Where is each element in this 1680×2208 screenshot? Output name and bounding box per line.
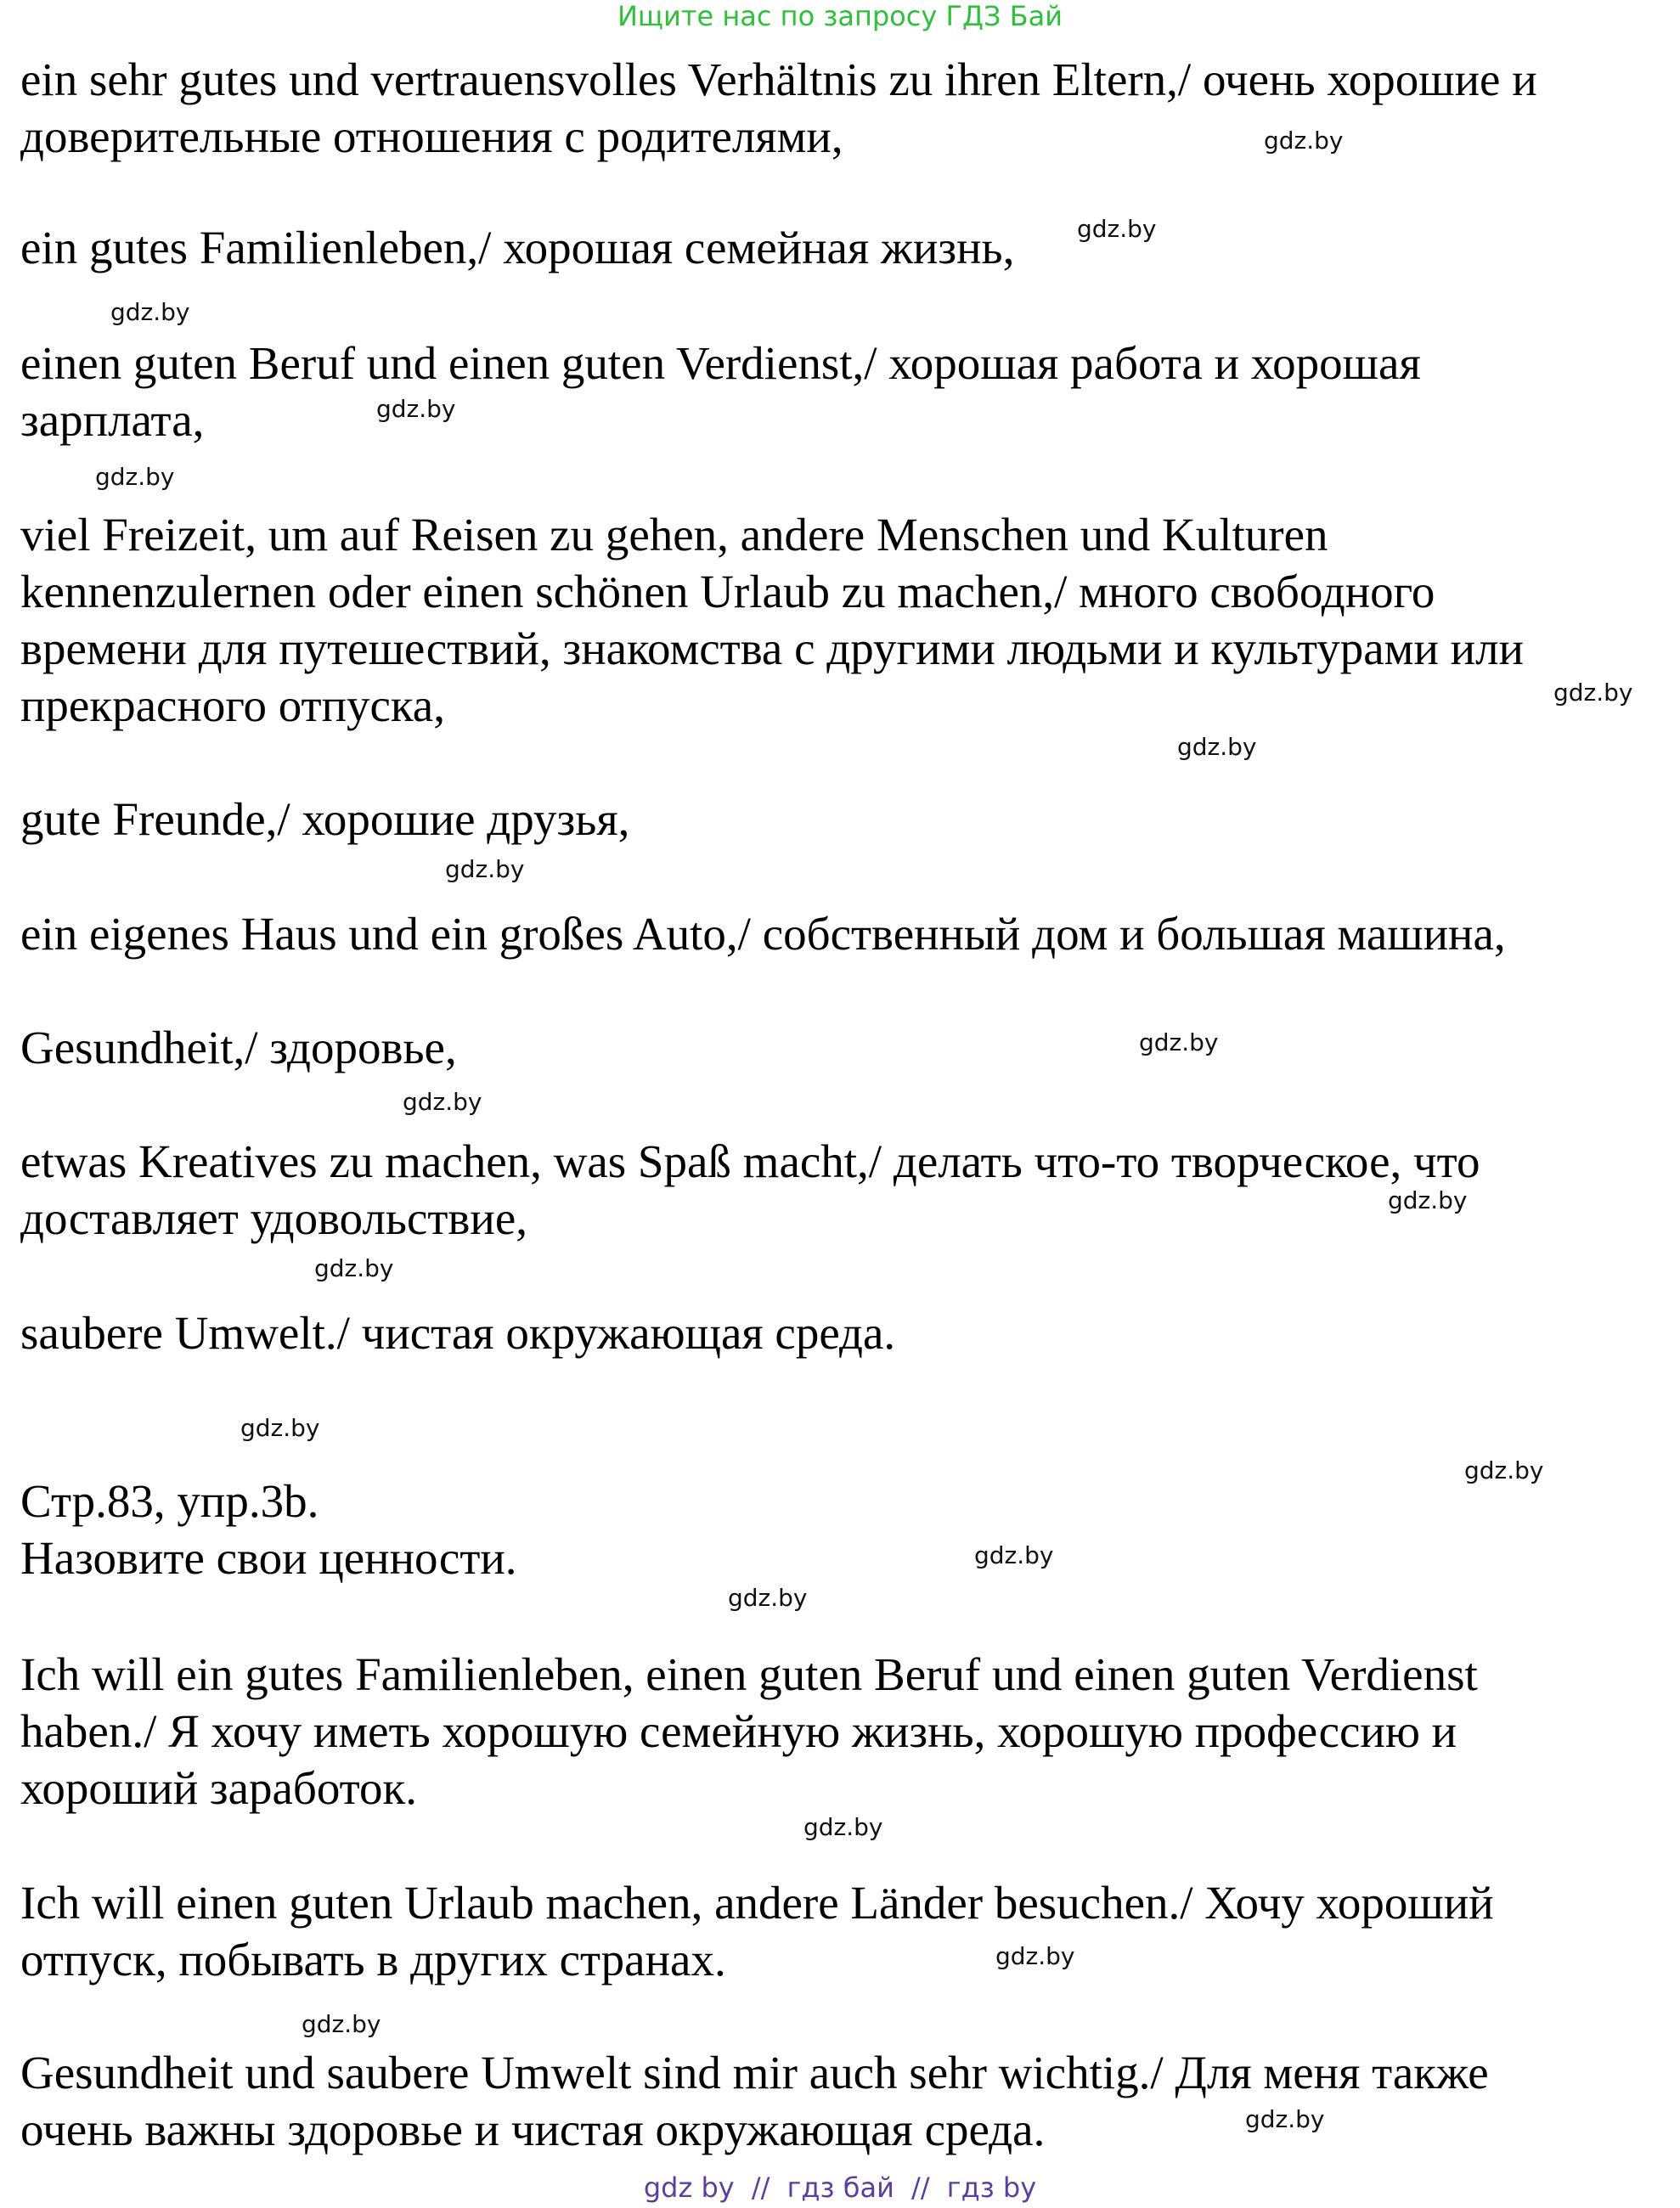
watermark: gdz.by xyxy=(1177,733,1257,761)
footer-separator: // xyxy=(911,2171,930,2204)
value-item: etwas Kreatives zu machen, was Spaß macht,/ делать что-то творческое, что доставляет удовольствие, xyxy=(20,1135,1480,1244)
watermark: gdz.by xyxy=(1245,2105,1325,2133)
watermark: gdz.by xyxy=(376,395,456,423)
watermark: gdz.by xyxy=(1464,1456,1544,1484)
footer-link-gdz-by[interactable]: gdz by xyxy=(643,2171,735,2204)
watermark: gdz.by xyxy=(995,1942,1075,1970)
watermark: gdz.by xyxy=(1388,1186,1468,1214)
footer-link-gdz-bai[interactable]: гдз бай xyxy=(786,2171,894,2204)
value-item: ein gutes Familienleben,/ хорошая семейная жизнь, xyxy=(20,222,1015,273)
watermark: gdz.by xyxy=(302,2010,381,2038)
watermark: gdz.by xyxy=(728,1584,808,1612)
watermark: gdz.by xyxy=(445,855,525,883)
watermark: gdz.by xyxy=(240,1414,320,1442)
value-item: saubere Umwelt./ чистая окружающая среда. xyxy=(20,1307,896,1359)
footer-link-gdz-by-cyr[interactable]: гдз by xyxy=(946,2171,1037,2204)
footer xyxy=(0,2171,1680,2205)
value-item: gute Freunde,/ хорошие друзья, xyxy=(20,793,630,845)
watermark: gdz.by xyxy=(1139,1028,1219,1056)
watermark: gdz.by xyxy=(403,1088,482,1116)
value-item: Gesundheit,/ здоровье, xyxy=(20,1022,457,1073)
watermark: gdz.by xyxy=(1553,679,1633,707)
watermark: gdz.by xyxy=(1077,215,1157,243)
watermark: gdz.by xyxy=(1264,127,1344,155)
watermark: gdz.by xyxy=(110,298,190,326)
answer-item: Gesundheit und saubere Umwelt sind mir auch sehr wichtig./ Для меня также очень важны здоровье и чистая окружающая среда. xyxy=(20,2047,1489,2155)
exercise-reference: Стр.83, упр.3b. xyxy=(20,1475,319,1527)
watermark: gdz.by xyxy=(974,1541,1054,1569)
value-item: viel Freizeit, um auf Reisen zu gehen, andere Menschen und Kulturen kennenzulernen oder einen schönen Urlaub zu machen,/ много свободного времени для путешествий, знакомства с другими людьми и культурами или прекрасного отпуска, xyxy=(20,509,1524,731)
value-item: einen guten Beruf und einen guten Verdienst,/ хорошая работа и хорошая зарплата, xyxy=(20,337,1421,446)
answer-item: Ich will ein gutes Familienleben, einen guten Beruf und einen guten Verdienst haben./ Я хочу иметь хорошую семейную жизнь, хорошую профессию и хороший заработок. xyxy=(20,1648,1478,1814)
footer-separator: // xyxy=(751,2171,770,2204)
watermark: gdz.by xyxy=(314,1254,394,1282)
answer-item: Ich will einen guten Urlaub machen, andere Länder besuchen./ Хочу хороший отпуск, побывать в других странах. xyxy=(20,1877,1494,1986)
value-item: ein sehr gutes und vertrauensvolles Verhältnis zu ihren Eltern,/ очень хорошие и доверительные отношения с родителями, xyxy=(20,54,1537,162)
watermark: gdz.by xyxy=(803,1813,883,1841)
value-item: ein eigenes Haus und ein großes Auto,/ собственный дом и большая машина, xyxy=(20,908,1506,960)
exercise-heading xyxy=(20,1473,1668,1586)
exercise-task: Назовите свои ценности. xyxy=(20,1532,517,1584)
watermark: gdz.by xyxy=(95,463,175,491)
top-banner: Ищите нас по запросу ГДЗ Бай xyxy=(617,0,1063,32)
